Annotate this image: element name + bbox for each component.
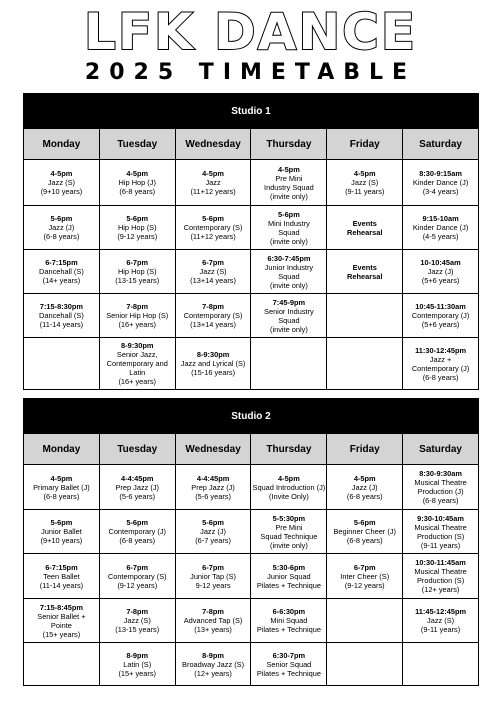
- day-header-wednesday: Wednesday: [175, 434, 251, 465]
- class-cell: [327, 554, 403, 599]
- class-time: 4-5pm: [50, 169, 73, 178]
- class-age: (6-8 years): [346, 536, 383, 545]
- class-age: (6-8 years): [346, 491, 383, 501]
- class-name: Beginner Cheer (J): [333, 527, 396, 536]
- class-age: (invite only): [270, 324, 308, 334]
- class-cell: [327, 599, 403, 643]
- class-name: Junior Industry Squad: [264, 262, 314, 281]
- class-name: Senior Industry Squad: [264, 306, 314, 325]
- class-time: 5-5:30pm: [272, 513, 306, 523]
- class-age: (invite only): [270, 280, 308, 290]
- class-cell: [24, 206, 100, 250]
- class-age: (9+10 years): [40, 536, 83, 545]
- class-cell: [251, 599, 327, 643]
- class-cell: [327, 206, 403, 250]
- class-name: Senior Jazz, Contemporary and Latin: [106, 350, 168, 377]
- day-header-tuesday: Tuesday: [99, 434, 175, 465]
- class-time: 11:30-12:45pm: [415, 345, 467, 355]
- class-time: 11:45-12:45pm: [415, 607, 467, 616]
- events-rehearsal-label: Events Rehearsal: [347, 218, 383, 237]
- class-name: Contemporary (J): [108, 527, 166, 536]
- class-time: 6:30-7:45pm: [267, 253, 311, 263]
- class-time: 6-7pm: [126, 258, 149, 267]
- class-cell: [99, 294, 175, 338]
- class-age: (9-12 years): [117, 580, 158, 590]
- class-cell: [327, 160, 403, 206]
- class-age: (9+10 years): [40, 187, 83, 196]
- timetable-row: [24, 338, 479, 390]
- class-age: (13+14 years): [190, 276, 236, 285]
- class-cell: [24, 465, 100, 510]
- class-age: (5+6 years): [421, 276, 460, 285]
- class-age: (6-8 years): [422, 496, 459, 505]
- class-cell: [251, 250, 327, 294]
- class-age: (16+ years): [118, 320, 157, 329]
- class-age: (9-12 years): [344, 580, 385, 590]
- class-time: 5-6pm: [50, 518, 73, 527]
- class-age: (6-8 years): [43, 491, 80, 501]
- class-cell: [24, 599, 100, 643]
- class-time: 9:30-10:45am: [417, 513, 464, 523]
- page-title: LFK DANCE: [83, 3, 418, 61]
- class-cell: [99, 510, 175, 554]
- class-name: Pre Mini Squad Technique: [260, 522, 318, 541]
- class-time: 4-5pm: [353, 169, 376, 178]
- class-age: (15+ years): [118, 668, 157, 678]
- day-header-saturday: Saturday: [403, 434, 479, 465]
- class-name: Contemporary (S): [183, 311, 243, 320]
- class-name: Junior Tap (S): [190, 571, 236, 581]
- class-name: Hip Hop (S): [117, 223, 157, 232]
- class-cell: [403, 599, 479, 643]
- timetable-row: [24, 160, 479, 206]
- class-time: 10:30-11:45am: [415, 558, 466, 567]
- class-time: 5-6pm: [126, 518, 149, 527]
- class-cell: [251, 510, 327, 554]
- class-age: (15+ years): [42, 629, 81, 639]
- class-age: 9-12 years: [195, 580, 231, 590]
- class-time: 6-7:15pm: [45, 258, 78, 267]
- class-name: Senior Ballet + Pointe: [37, 611, 86, 630]
- class-cell: [99, 206, 175, 250]
- class-age: (invite only): [270, 191, 308, 201]
- class-name: Jazz (S): [47, 178, 75, 187]
- class-cell: [99, 643, 175, 686]
- day-header-row: [24, 434, 479, 465]
- class-name: Jazz and Lyrical (S): [180, 359, 246, 368]
- class-age: (9-12 years): [117, 232, 158, 241]
- day-header-monday: Monday: [24, 129, 100, 160]
- class-cell: [403, 294, 479, 338]
- class-time: 6:30-7pm: [272, 650, 306, 660]
- class-name: Teen Ballet: [43, 571, 80, 581]
- class-age: (11-14 years): [39, 580, 84, 590]
- class-age: (11+12 years): [190, 232, 236, 241]
- class-age: (14+ years): [42, 276, 81, 285]
- class-name: Mini Squad Pilates + Technique: [256, 616, 321, 634]
- class-time: 6-7pm: [202, 258, 224, 267]
- class-age: (12+ years): [194, 668, 232, 678]
- class-age: (5+6 years): [421, 320, 460, 329]
- class-age: (15-16 years): [191, 368, 236, 377]
- class-time: 4-5pm: [278, 164, 300, 174]
- class-time: 5-6pm: [126, 214, 149, 223]
- day-header-row: [24, 129, 479, 160]
- class-time: 4-4:45pm: [121, 473, 154, 483]
- class-name: Squad Introduction (J): [252, 482, 326, 492]
- class-cell: [327, 338, 403, 390]
- class-time: 6-6:30pm: [272, 607, 306, 616]
- class-name: Musical Theatre Production (J): [414, 478, 467, 496]
- class-cell: [251, 294, 327, 338]
- timetable-row: [24, 250, 479, 294]
- class-age: (invite only): [270, 540, 308, 550]
- class-time: 5-6pm: [353, 518, 376, 527]
- class-cell: [403, 554, 479, 599]
- class-cell: [251, 465, 327, 510]
- events-rehearsal-label: Events Rehearsal: [347, 262, 383, 281]
- class-time: 8-9pm: [126, 650, 149, 660]
- class-time: 7:45-9pm: [272, 297, 306, 307]
- class-cell: [251, 554, 327, 599]
- class-name: Dancehall (S): [39, 267, 84, 276]
- class-age: (5-6 years): [119, 491, 156, 501]
- class-name: Senior Squad Pilates + Technique: [256, 659, 321, 678]
- day-header-thursday: Thursday: [251, 129, 327, 160]
- class-cell: [403, 338, 479, 390]
- class-cell: [175, 294, 251, 338]
- class-name: Jazz: [205, 178, 221, 187]
- class-cell: [99, 338, 175, 390]
- class-name: Jazz (S): [427, 616, 455, 625]
- class-name: Contemporary (S): [183, 223, 243, 232]
- timetable-row: [24, 465, 479, 510]
- class-cell: [175, 510, 251, 554]
- class-name: Senior Hip Hop (S): [106, 311, 169, 320]
- class-age: (6-8 years): [422, 372, 459, 382]
- class-time: 5:30-6pm: [272, 562, 306, 572]
- class-cell: [24, 554, 100, 599]
- class-name: Prep Jazz (J): [115, 482, 160, 492]
- class-cell: [175, 338, 251, 390]
- class-cell: [175, 465, 251, 510]
- class-name: Jazz (J): [48, 223, 75, 232]
- class-time: 7-8pm: [202, 607, 224, 616]
- class-age: (9-11 years): [345, 187, 385, 196]
- class-cell: [24, 510, 100, 554]
- class-cell: [175, 643, 251, 686]
- class-age: (11+12 years): [190, 187, 236, 196]
- class-age: (13-15 years): [115, 625, 160, 634]
- studio-1-timetable: [23, 93, 479, 390]
- class-age: (6-7 years): [195, 536, 231, 545]
- class-time: 10:45-11:30am: [415, 302, 466, 311]
- class-name: Mini Industry Squad: [267, 218, 310, 237]
- class-time: 4-5pm: [278, 473, 300, 483]
- class-name: Jazz (S): [199, 267, 227, 276]
- timetable-row: [24, 206, 479, 250]
- class-name: Junior Ballet: [41, 527, 82, 536]
- studio-2-header: Studio 2: [24, 399, 479, 434]
- timetable-row: [24, 599, 479, 643]
- class-name: Inter Cheer (S): [340, 571, 390, 581]
- class-name: Kinder Dance (J): [412, 223, 469, 232]
- class-cell: [175, 554, 251, 599]
- class-cell: [24, 294, 100, 338]
- class-age: (6-8 years): [43, 232, 80, 241]
- class-cell: [403, 643, 479, 686]
- class-cell: [175, 160, 251, 206]
- class-age: (13-15 years): [115, 276, 160, 285]
- class-time: 4-5pm: [50, 473, 73, 483]
- class-name: Contemporary (J): [411, 311, 470, 320]
- class-cell: [327, 510, 403, 554]
- timetable-row: [24, 554, 479, 599]
- class-cell: [99, 599, 175, 643]
- class-age: (13+14 years): [190, 320, 236, 329]
- class-time: 6-7pm: [353, 562, 376, 572]
- class-time: 8:30-9:15am: [419, 169, 462, 178]
- page-subtitle: 2025 TIMETABLE: [84, 60, 417, 85]
- class-time: 4-5pm: [353, 473, 376, 483]
- class-name: Hip Hop (S): [117, 267, 157, 276]
- class-name: Broadway Jazz (S): [182, 659, 245, 669]
- timetable-row: [24, 510, 479, 554]
- class-cell: [175, 206, 251, 250]
- class-cell: [403, 160, 479, 206]
- class-time: 8-9:30pm: [121, 341, 154, 350]
- class-name: Jazz (S): [351, 178, 379, 187]
- class-time: 7-8pm: [126, 607, 149, 616]
- class-time: 7:15-8:30pm: [39, 302, 83, 311]
- class-time: 9:15-10am: [422, 214, 459, 223]
- day-header-wednesday: Wednesday: [175, 129, 251, 160]
- timetable-row: [24, 643, 479, 686]
- class-cell: [99, 465, 175, 510]
- class-age: (3-4 years): [422, 187, 459, 196]
- class-time: 4-4:45pm: [196, 473, 230, 483]
- class-cell: [403, 250, 479, 294]
- class-time: 6-7pm: [126, 562, 149, 572]
- class-name: Jazz (J): [427, 267, 454, 276]
- class-cell: [24, 250, 100, 294]
- class-cell: [99, 160, 175, 206]
- day-header-friday: Friday: [327, 129, 403, 160]
- timetable-row: [24, 294, 479, 338]
- class-name: Pre Mini Industry Squad: [264, 173, 314, 192]
- class-name: Jazz (J): [200, 527, 226, 536]
- class-cell: [251, 338, 327, 390]
- class-time: 10-10:45am: [420, 258, 461, 267]
- class-cell: [403, 465, 479, 510]
- class-cell: [24, 338, 100, 390]
- class-time: 4-5pm: [202, 169, 224, 178]
- class-name: Hip Hop (J): [118, 178, 156, 187]
- class-cell: [327, 643, 403, 686]
- day-header-friday: Friday: [327, 434, 403, 465]
- day-header-saturday: Saturday: [403, 129, 479, 160]
- class-age: (4-5 years): [422, 232, 459, 241]
- class-age: (12+ years): [421, 585, 460, 594]
- class-name: Kinder Dance (J): [412, 178, 469, 187]
- day-header-monday: Monday: [24, 434, 100, 465]
- class-cell: [403, 206, 479, 250]
- class-cell: [99, 250, 175, 294]
- class-cell: [403, 510, 479, 554]
- class-name: Jazz (S): [123, 616, 151, 625]
- class-cell: [327, 250, 403, 294]
- class-time: 6-7:15pm: [45, 562, 78, 572]
- class-name: Dancehall (S): [39, 311, 84, 320]
- class-time: 5-6pm: [50, 214, 73, 223]
- class-time: 7-8pm: [126, 302, 149, 311]
- class-name: Jazz + Contemporary (J): [411, 354, 470, 373]
- class-cell: [327, 465, 403, 510]
- class-cell: [175, 599, 251, 643]
- class-cell: [99, 554, 175, 599]
- class-age: (11-14 years): [39, 320, 84, 329]
- class-cell: [327, 294, 403, 338]
- class-cell: [175, 250, 251, 294]
- class-cell: [24, 160, 100, 206]
- studio-2-timetable: [23, 398, 479, 686]
- class-age: (9-11 years): [420, 540, 461, 550]
- class-age: (6-8 years): [119, 187, 156, 196]
- class-time: 7:15-8:45pm: [39, 602, 83, 612]
- class-time: 5-6pm: [278, 209, 300, 219]
- class-time: 8-9pm: [202, 650, 224, 660]
- class-cell: [24, 643, 100, 686]
- class-time: 5-6pm: [202, 518, 224, 527]
- class-age: (6-8 years): [119, 536, 156, 545]
- class-name: Latin (S): [123, 659, 152, 669]
- class-name: Contemporary (S): [107, 571, 167, 581]
- class-time: 6-7pm: [202, 562, 224, 572]
- class-age: (13+ years): [194, 625, 232, 634]
- class-name: Prep Jazz (J): [191, 482, 235, 492]
- class-cell: [251, 643, 327, 686]
- class-cell: [251, 206, 327, 250]
- day-header-thursday: Thursday: [251, 434, 327, 465]
- studio-1-header: Studio 1: [24, 94, 479, 129]
- day-header-tuesday: Tuesday: [99, 129, 175, 160]
- class-time: 8:30-9:30am: [419, 469, 462, 478]
- class-name: Musical Theatre Production (S): [414, 567, 467, 585]
- class-cell: [251, 160, 327, 206]
- class-name: Advanced Tap (S): [183, 616, 243, 625]
- class-age: (Invite Only): [268, 491, 309, 501]
- class-age: (invite only): [270, 236, 308, 246]
- class-time: 4-5pm: [126, 169, 149, 178]
- class-time: 5-6pm: [202, 214, 224, 223]
- class-time: 7-8pm: [202, 302, 224, 311]
- class-name: Junior Squad Pilates + Technique: [256, 571, 321, 590]
- class-age: (5-6 years): [195, 491, 231, 501]
- class-age: (16+ years): [118, 377, 157, 386]
- class-name: Jazz (J): [351, 482, 378, 492]
- class-name: Primary Ballet (J): [33, 482, 90, 492]
- class-age: (9-11 years): [420, 625, 461, 634]
- class-time: 8-9:30pm: [196, 350, 230, 359]
- class-name: Musical Theatre Production (S): [414, 522, 467, 541]
